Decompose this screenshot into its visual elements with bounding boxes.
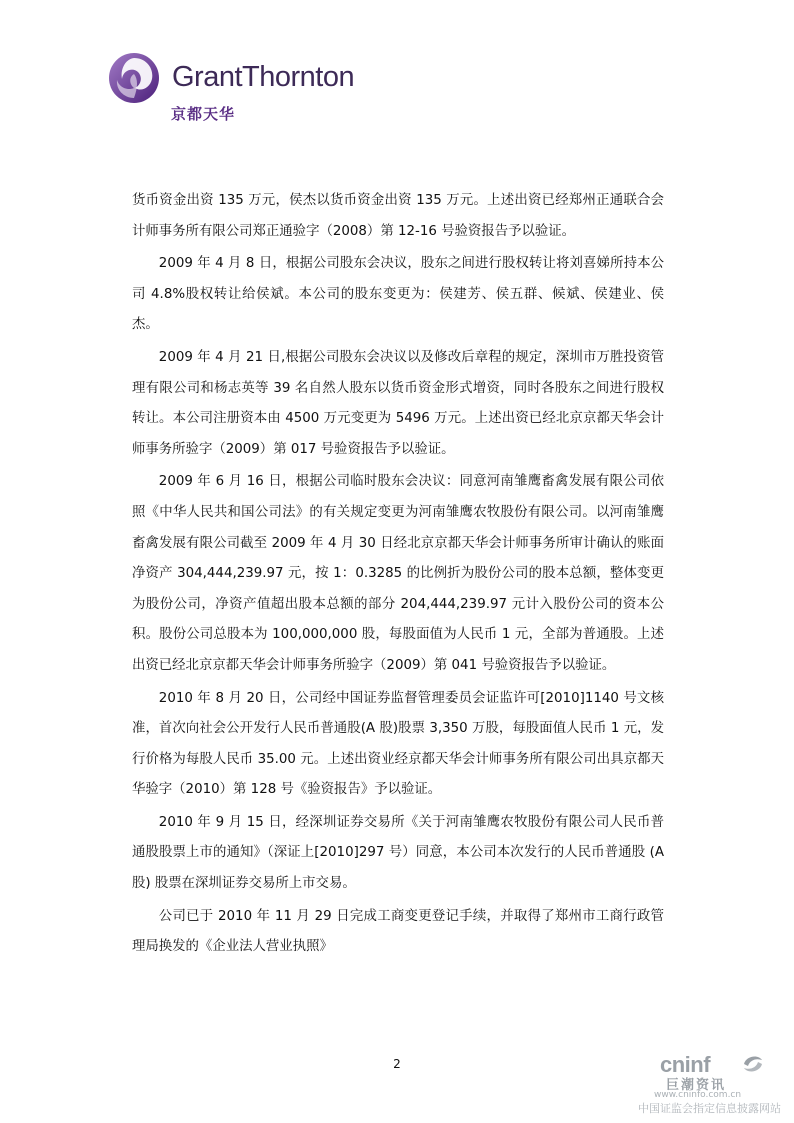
brand-name-cn: 京都天华 [171, 105, 236, 123]
cninfo-watermark [638, 1052, 788, 1118]
brand-name-en: GrantThornton [172, 61, 355, 93]
paragraph: 2009 年 6 月 16 日，根据公司临时股东会决议：同意河南雏鹰畜禽发展有限公司依照《中华人民共和国公司法》的有关规定变更为河南雏鹰农牧股份有限公司。以河南雏鹰畜禽发展有限公司截至 2009 年 4 月 30 日经北京京都天华会计师事务所审计确认的账面净资产 304,444,239.97 元，按 1：0.3285 的比例折为股份公司的股本总额，整体变更为股份公司，净资产值超出股本总额的部分 204,444,239.97 元计入股份公司的资本公积。股份公司总股本为 100,000,000 股，每股面值为人民币 1 元，全部为普通股。上述出资已经北京京都天华会计师事务所验字（2009）第 041 号验资报告予以验证。 [132, 474, 664, 673]
cninfo-url: www.cninfo.com.cn [654, 1090, 742, 1100]
paragraph: 公司已于 2010 年 11 月 29 日完成工商变更登记手续，并取得了郑州市工商行政管理局换发的《企业法人营业执照》 [132, 908, 664, 955]
cninfo-slogan: 中国证监会指定信息披露网站 [638, 1102, 781, 1115]
paragraph: 2009 年 4 月 21 日,根据公司股东会决议以及修改后章程的规定，深圳市万胜投资管理有限公司和杨志英等 39 名自然人股东以货币资金形式增资，同时各股东之间进行股权转让。本公司注册资本由 4500 万元变更为 5496 万元。上述出资已经北京京都天华会计师事务所验字（2009）第 017 号验资报告予以验证。 [132, 349, 664, 457]
paragraph: 2010 年 9 月 15 日，经深圳证券交易所《关于河南雏鹰农牧股份有限公司人民币普通股股票上市的通知》（深证上[2010]297 号）同意，本公司本次发行的人民币普通股 (A 股) 股票在深圳证券交易所上市交易。 [132, 814, 664, 892]
paragraph: 2009 年 4 月 8 日，根据公司股东会决议，股东之间进行股权转让将刘喜娣所持本公司 4.8%股权转让给侯斌。本公司的股东变更为：侯建芳、侯五群、候斌、侯建业、侯杰。 [132, 256, 664, 333]
cninfo-logo-text: cninf [660, 1052, 711, 1077]
grant-thornton-swirl-logo-icon [108, 52, 160, 104]
header-logo [108, 52, 408, 132]
page-number: 2 [393, 1057, 401, 1071]
document-body [132, 186, 664, 965]
cninfo-swirl-icon [742, 1054, 764, 1074]
paragraph: 2010 年 8 月 20 日，公司经中国证券监督管理委员会证监许可[2010]1140 号文核准，首次向社会公开发行人民币普通股(A 股)股票 3,350 万股，每股面值人民币 1 元，发行价格为每股人民币 35.00 元。上述出资业经京都天华会计师事务所有限公司出具京都天华验字（2010）第 128 号《验资报告》予以验证。 [132, 690, 664, 798]
cninfo-name-cn: 巨潮资讯 [666, 1078, 727, 1093]
paragraph: 货币资金出资 135 万元，侯杰以货币资金出资 135 万元。上述出资已经郑州正通联合会计师事务所有限公司郑正通验字（2008）第 12-16 号验资报告予以验证。 [132, 193, 664, 239]
